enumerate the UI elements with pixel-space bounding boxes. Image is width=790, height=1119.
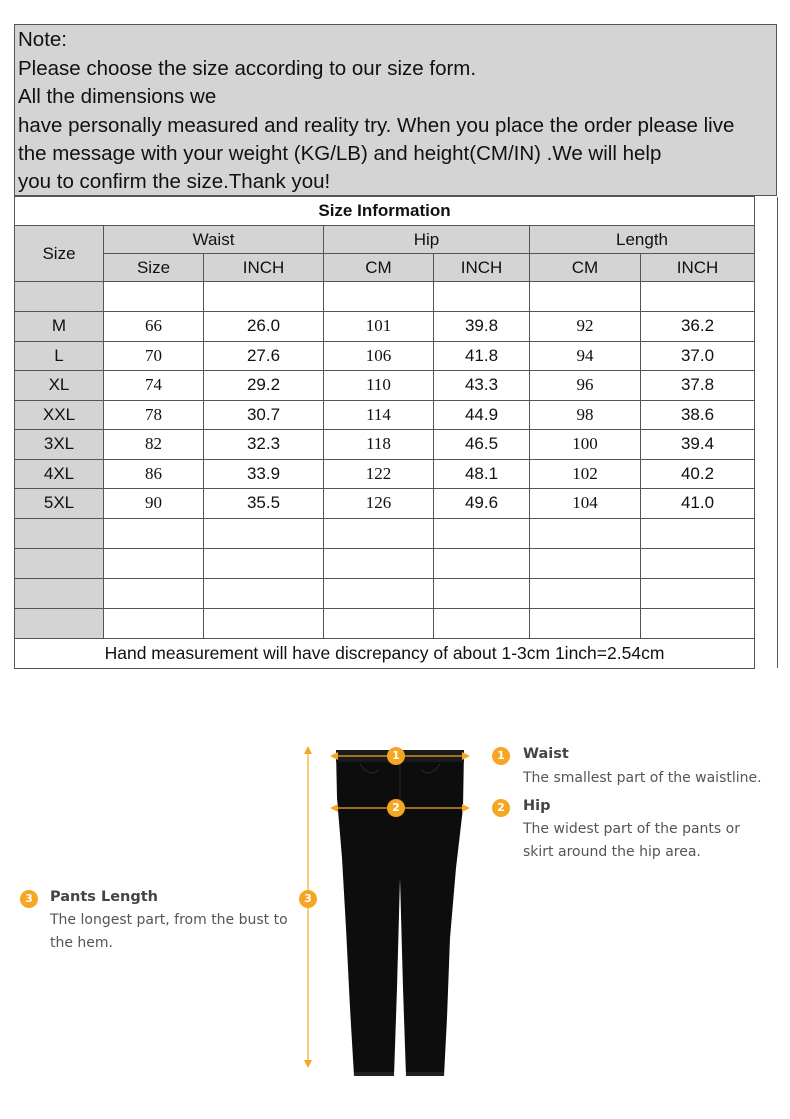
hip-cm-cell: 106 [324,341,434,371]
hip-cm-cell: 122 [324,459,434,489]
subheader: Size [104,254,204,282]
pants-illustration [330,738,470,1088]
note-line: the message with your weight (KG/LB) and height(CM/IN) .We will help [18,142,662,165]
waist-legend-badge: 1 [492,747,510,765]
table-row [15,400,778,430]
length-inch-cell: 40.2 [641,459,755,489]
waist-size-cell: 78 [104,400,204,430]
waist-inch-cell: 26.0 [204,312,324,342]
hip-cm-cell: 101 [324,312,434,342]
waist-size-cell: 74 [104,371,204,401]
size-label: L [15,341,104,371]
note-line: All the dimensions we [18,85,217,108]
table-row [15,489,778,519]
size-label: M [15,312,104,342]
table-row [15,371,778,401]
empty-row [15,282,778,312]
hip-cm-cell: 118 [324,430,434,460]
hip-cm-cell: 110 [324,371,434,401]
subheader: CM [530,254,641,282]
waist-inch-cell: 27.6 [204,341,324,371]
length-group-header: Length [530,226,755,254]
hip-cm-cell: 114 [324,400,434,430]
waist-size-cell: 82 [104,430,204,460]
hip-legend-title: Hip [523,798,551,814]
empty-row [15,608,778,638]
waist-inch-cell: 32.3 [204,430,324,460]
subheader: CM [324,254,434,282]
hip-group-header: Hip [324,226,530,254]
length-cm-cell: 94 [530,341,641,371]
hip-legend-badge: 2 [492,799,510,817]
size-label: XL [15,371,104,401]
length-cm-cell: 104 [530,489,641,519]
length-inch-cell: 36.2 [641,312,755,342]
length-inch-cell: 41.0 [641,489,755,519]
empty-row [15,548,778,578]
note-line: Please choose the size according to our size form. [18,57,477,80]
waist-legend-title: Waist [523,746,569,762]
length-inch-cell: 37.0 [641,341,755,371]
size-label: XXL [15,400,104,430]
subheader: INCH [204,254,324,282]
table-row [15,341,778,371]
waist-marker-badge: 1 [387,747,405,765]
subheader: INCH [434,254,530,282]
length-inch-cell: 37.8 [641,371,755,401]
waist-legend-description: The smallest part of the waistline. [523,770,762,786]
waist-group-header: Waist [104,226,324,254]
length-legend-title: Pants Length [50,889,158,905]
waist-inch-cell: 29.2 [204,371,324,401]
length-inch-cell: 38.6 [641,400,755,430]
length-cm-cell: 102 [530,459,641,489]
length-legend-badge: 3 [20,890,38,908]
empty-row [15,518,778,548]
table-row [15,430,778,460]
length-inch-cell: 39.4 [641,430,755,460]
hip-inch-cell: 43.3 [434,371,530,401]
waist-inch-cell: 35.5 [204,489,324,519]
hip-marker-badge: 2 [387,799,405,817]
waist-inch-cell: 30.7 [204,400,324,430]
hip-inch-cell: 44.9 [434,400,530,430]
waist-inch-cell: 33.9 [204,459,324,489]
length-marker-badge: 3 [299,890,317,908]
waist-size-cell: 70 [104,341,204,371]
length-cm-cell: 98 [530,400,641,430]
length-cm-cell: 96 [530,371,641,401]
length-legend-description: The longest part, from the bust to the hem. [50,912,288,951]
size-label: 3XL [15,430,104,460]
waist-size-cell: 90 [104,489,204,519]
table-edge [755,197,778,669]
empty-row [15,578,778,608]
hip-inch-cell: 46.5 [434,430,530,460]
size-column-header: Size [15,226,104,282]
note-line: Note: [18,28,67,51]
size-label: 4XL [15,459,104,489]
length-cm-cell: 92 [530,312,641,342]
hip-inch-cell: 39.8 [434,312,530,342]
table-title: Size Information [15,197,755,226]
measurement-footnote: Hand measurement will have discrepancy of about 1-3cm 1inch=2.54cm [15,638,755,668]
hip-inch-cell: 49.6 [434,489,530,519]
size-table [14,196,778,669]
hip-inch-cell: 48.1 [434,459,530,489]
size-label: 5XL [15,489,104,519]
hip-cm-cell: 126 [324,489,434,519]
waist-size-cell: 66 [104,312,204,342]
table-row [15,459,778,489]
note-box [14,24,777,196]
hip-inch-cell: 41.8 [434,341,530,371]
table-row [15,312,778,342]
length-cm-cell: 100 [530,430,641,460]
note-line: you to confirm the size.Thank you! [18,170,331,193]
note-line: have personally measured and reality try. When you place the order please live [18,114,735,137]
measurement-guide [0,720,790,1119]
waist-size-cell: 86 [104,459,204,489]
subheader: INCH [641,254,755,282]
hip-legend-description: The widest part of the pants or skirt around the hip area. [523,821,740,860]
